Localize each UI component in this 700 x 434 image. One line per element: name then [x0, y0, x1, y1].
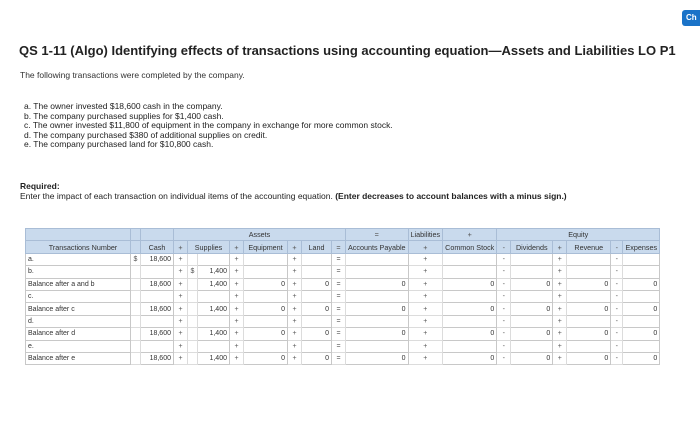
required-instructions: Enter the impact of each transaction on individual items of the accounting equation. (Enter decreases to account balances with a minus sign.) [20, 190, 567, 201]
transaction-item: d. The company purchased $380 of additional supplies on credit. [24, 129, 268, 140]
dividends-input[interactable]: 0 [511, 278, 553, 290]
plus-sign: + [288, 241, 302, 253]
dollar-sign [131, 278, 141, 290]
table-row [26, 253, 660, 265]
minus-sign: - [497, 352, 511, 364]
row-label: b. [26, 266, 131, 278]
equipment-input[interactable] [244, 266, 288, 278]
stock-input[interactable] [443, 340, 497, 352]
col-header-common-stock: Common Stock [443, 241, 497, 253]
expenses-input[interactable] [623, 340, 660, 352]
table-row [26, 290, 660, 302]
plus-sign: + [553, 328, 567, 340]
chapter-badge[interactable]: Ch [682, 10, 700, 26]
plus-sign: + [553, 340, 567, 352]
cash-input[interactable]: 18,600 [141, 253, 174, 265]
col-header-revenue: Revenue [567, 241, 611, 253]
ap-input[interactable] [346, 253, 409, 265]
stock-input[interactable]: 0 [443, 352, 497, 364]
plus-sign: + [553, 290, 567, 302]
transactions-list [24, 102, 393, 150]
revenue-input[interactable] [567, 315, 611, 327]
equals-sign: = [332, 352, 346, 364]
plus-sign: + [230, 340, 244, 352]
transaction-item: c. The owner invested $11,800 of equipment in the company in exchange for more common stock. [24, 120, 393, 130]
revenue-input[interactable]: 0 [567, 328, 611, 340]
stock-input[interactable] [443, 315, 497, 327]
row-label: c. [26, 290, 131, 302]
table-row [26, 303, 660, 315]
plus-sign: + [174, 340, 188, 352]
land-input[interactable]: 0 [302, 352, 332, 364]
plus-sign: + [230, 241, 244, 253]
dividends-input[interactable] [511, 253, 553, 265]
equipment-input[interactable] [244, 315, 288, 327]
revenue-input[interactable] [567, 290, 611, 302]
intro-text: The following transactions were completed by the company. [20, 70, 245, 80]
transaction-item: a. The owner invested $18,600 cash in the company. [24, 101, 223, 111]
ap-input[interactable]: 0 [346, 278, 409, 290]
equals-sign: = [332, 340, 346, 352]
equals-sign: = [332, 315, 346, 327]
cash-input[interactable] [141, 290, 174, 302]
ap-input[interactable] [346, 266, 409, 278]
transaction-item: e. The company purchased land for $10,800 cash. [24, 139, 214, 149]
supplies-input[interactable]: 1,400 [198, 303, 230, 315]
minus-sign: - [497, 340, 511, 352]
row-label: a. [26, 253, 131, 265]
plus-sign: + [230, 328, 244, 340]
plus-sign: + [553, 241, 567, 253]
minus-sign: - [611, 328, 623, 340]
dollar-sign [188, 340, 198, 352]
minus-sign: - [497, 328, 511, 340]
plus-sign: + [288, 303, 302, 315]
equipment-input[interactable]: 0 [244, 352, 288, 364]
equals-sign: = [332, 241, 346, 253]
col-header-equipment: Equipment [244, 241, 288, 253]
row-label: Balance after a and b [26, 278, 131, 290]
land-input[interactable] [302, 315, 332, 327]
plus-sign: + [174, 278, 188, 290]
plus-sign: + [230, 303, 244, 315]
plus-sign: + [230, 315, 244, 327]
supplies-input[interactable]: 1,400 [198, 328, 230, 340]
row-label: d. [26, 315, 131, 327]
ap-input[interactable] [346, 340, 409, 352]
cash-input[interactable] [141, 266, 174, 278]
plus-sign: + [408, 278, 443, 290]
equals-sign: = [332, 266, 346, 278]
expenses-input[interactable]: 0 [623, 328, 660, 340]
table-row [26, 315, 660, 327]
dollar-sign [188, 278, 198, 290]
plus-sign: + [174, 352, 188, 364]
plus-sign: + [408, 328, 443, 340]
revenue-input[interactable] [567, 266, 611, 278]
minus-sign: - [611, 340, 623, 352]
plus-sign: + [288, 266, 302, 278]
ap-input[interactable] [346, 290, 409, 302]
plus-sign: + [443, 229, 497, 241]
col-header-supplies: Supplies [188, 241, 230, 253]
equipment-input[interactable]: 0 [244, 303, 288, 315]
equals-sign: = [332, 303, 346, 315]
question-title: QS 1-11 (Algo) Identifying effects of transactions using accounting equation—Assets and Liabilities LO P1 [19, 43, 676, 58]
plus-sign: + [553, 253, 567, 265]
plus-sign: + [230, 278, 244, 290]
plus-sign: + [174, 253, 188, 265]
land-input[interactable]: 0 [302, 278, 332, 290]
plus-sign: + [174, 290, 188, 302]
dividends-input[interactable] [511, 290, 553, 302]
minus-sign: - [497, 266, 511, 278]
row-label: Balance after d [26, 328, 131, 340]
equals-sign: = [332, 253, 346, 265]
required-section [20, 182, 600, 201]
plus-sign: + [408, 315, 443, 327]
equals-sign: = [332, 290, 346, 302]
dollar-sign [131, 352, 141, 364]
plus-sign: + [230, 266, 244, 278]
table-row [26, 266, 660, 278]
table-row [26, 328, 660, 340]
plus-sign: + [553, 303, 567, 315]
stock-input[interactable] [443, 290, 497, 302]
revenue-input[interactable] [567, 340, 611, 352]
land-input[interactable]: 0 [302, 328, 332, 340]
stock-input[interactable]: 0 [443, 278, 497, 290]
col-header-cash: Cash [141, 241, 174, 253]
stock-input[interactable] [443, 266, 497, 278]
expenses-input[interactable]: 0 [623, 278, 660, 290]
plus-sign: + [408, 241, 443, 253]
dollar-sign [188, 315, 198, 327]
cash-input[interactable] [141, 315, 174, 327]
plus-sign: + [288, 253, 302, 265]
supplies-input[interactable]: 1,400 [198, 352, 230, 364]
supplies-input[interactable]: 1,400 [198, 266, 230, 278]
revenue-input[interactable]: 0 [567, 303, 611, 315]
minus-sign: - [497, 253, 511, 265]
expenses-input[interactable] [623, 253, 660, 265]
cash-input[interactable]: 18,600 [141, 352, 174, 364]
minus-sign: - [611, 352, 623, 364]
plus-sign: + [174, 303, 188, 315]
accounting-equation-table [25, 228, 660, 365]
plus-sign: + [553, 278, 567, 290]
row-label: e. [26, 340, 131, 352]
minus-sign: - [497, 290, 511, 302]
dollar-sign [131, 315, 141, 327]
revenue-input[interactable] [567, 253, 611, 265]
cash-input[interactable]: 18,600 [141, 303, 174, 315]
expenses-input[interactable] [623, 290, 660, 302]
plus-sign: + [174, 328, 188, 340]
col-header-land: Land [302, 241, 332, 253]
land-input[interactable] [302, 253, 332, 265]
dollar-sign [188, 253, 198, 265]
plus-sign: + [408, 340, 443, 352]
col-header-dividends: Dividends [511, 241, 553, 253]
expenses-input[interactable] [623, 315, 660, 327]
plus-sign: + [288, 315, 302, 327]
dollar-sign: $ [131, 253, 141, 265]
table-row [26, 340, 660, 352]
table-row [26, 352, 660, 364]
expenses-input[interactable]: 0 [623, 352, 660, 364]
stock-input[interactable] [443, 253, 497, 265]
dollar-sign [188, 303, 198, 315]
land-input[interactable]: 0 [302, 303, 332, 315]
assets-group-header: Assets [174, 229, 346, 241]
ap-input[interactable]: 0 [346, 352, 409, 364]
plus-sign: + [174, 315, 188, 327]
supplies-input[interactable] [198, 290, 230, 302]
ap-input[interactable]: 0 [346, 328, 409, 340]
row-label: Balance after c [26, 303, 131, 315]
land-input[interactable] [302, 266, 332, 278]
liabilities-group-header: Liabilities [408, 229, 443, 241]
plus-sign: + [174, 266, 188, 278]
plus-sign: + [288, 328, 302, 340]
plus-sign: + [288, 340, 302, 352]
plus-sign: + [174, 241, 188, 253]
minus-sign: - [611, 253, 623, 265]
equipment-input[interactable] [244, 290, 288, 302]
equipment-input[interactable]: 0 [244, 328, 288, 340]
supplies-input[interactable] [198, 340, 230, 352]
dollar-sign: $ [188, 266, 198, 278]
dollar-sign [188, 290, 198, 302]
land-input[interactable] [302, 340, 332, 352]
dollar-sign [188, 352, 198, 364]
dividends-input[interactable]: 0 [511, 328, 553, 340]
expenses-input[interactable] [623, 266, 660, 278]
ap-input[interactable] [346, 315, 409, 327]
cash-input[interactable]: 18,600 [141, 328, 174, 340]
expenses-input[interactable]: 0 [623, 303, 660, 315]
plus-sign: + [408, 266, 443, 278]
ap-input[interactable]: 0 [346, 303, 409, 315]
plus-sign: + [230, 352, 244, 364]
plus-sign: + [553, 315, 567, 327]
cash-input[interactable]: 18,600 [141, 278, 174, 290]
supplies-input[interactable] [198, 253, 230, 265]
dollar-sign [131, 328, 141, 340]
minus-sign: - [497, 315, 511, 327]
plus-sign: + [288, 290, 302, 302]
plus-sign: + [408, 290, 443, 302]
revenue-input[interactable]: 0 [567, 352, 611, 364]
dollar-sign [188, 328, 198, 340]
dollar-sign [131, 340, 141, 352]
plus-sign: + [553, 352, 567, 364]
plus-sign: + [230, 253, 244, 265]
equity-group-header: Equity [497, 229, 660, 241]
plus-sign: + [288, 352, 302, 364]
plus-sign: + [230, 290, 244, 302]
dollar-sign [131, 303, 141, 315]
equals-sign: = [332, 278, 346, 290]
land-input[interactable] [302, 290, 332, 302]
dividends-input[interactable]: 0 [511, 303, 553, 315]
minus-sign: - [611, 278, 623, 290]
row-label: Balance after e [26, 352, 131, 364]
dividends-input[interactable]: 0 [511, 352, 553, 364]
cash-input[interactable] [141, 340, 174, 352]
dividends-input[interactable] [511, 340, 553, 352]
dividends-input[interactable] [511, 315, 553, 327]
col-header-accounts-payable: Accounts Payable [346, 241, 409, 253]
equipment-input[interactable] [244, 340, 288, 352]
minus-sign: - [611, 266, 623, 278]
equals-sign: = [332, 328, 346, 340]
transaction-item: b. The company purchased supplies for $1,400 cash. [24, 110, 224, 121]
dollar-sign [131, 266, 141, 278]
dividends-input[interactable] [511, 266, 553, 278]
stock-input[interactable]: 0 [443, 303, 497, 315]
plus-sign: + [408, 303, 443, 315]
minus-sign: - [611, 241, 623, 253]
revenue-input[interactable]: 0 [567, 278, 611, 290]
plus-sign: + [288, 278, 302, 290]
stock-input[interactable]: 0 [443, 328, 497, 340]
col-header-expenses: Expenses [623, 241, 660, 253]
plus-sign: + [408, 253, 443, 265]
minus-sign: - [497, 241, 511, 253]
plus-sign: + [553, 266, 567, 278]
required-label: Required: [20, 181, 60, 191]
minus-sign: - [611, 303, 623, 315]
plus-sign: + [408, 352, 443, 364]
minus-sign: - [497, 278, 511, 290]
col-header-transactions: Transactions Number [26, 241, 131, 253]
equals-sign: = [346, 229, 409, 241]
equipment-input[interactable]: 0 [244, 278, 288, 290]
supplies-input[interactable]: 1,400 [198, 278, 230, 290]
table-row [26, 278, 660, 290]
supplies-input[interactable] [198, 315, 230, 327]
dollar-sign [131, 290, 141, 302]
minus-sign: - [611, 315, 623, 327]
minus-sign: - [611, 290, 623, 302]
equipment-input[interactable] [244, 253, 288, 265]
minus-sign: - [497, 303, 511, 315]
